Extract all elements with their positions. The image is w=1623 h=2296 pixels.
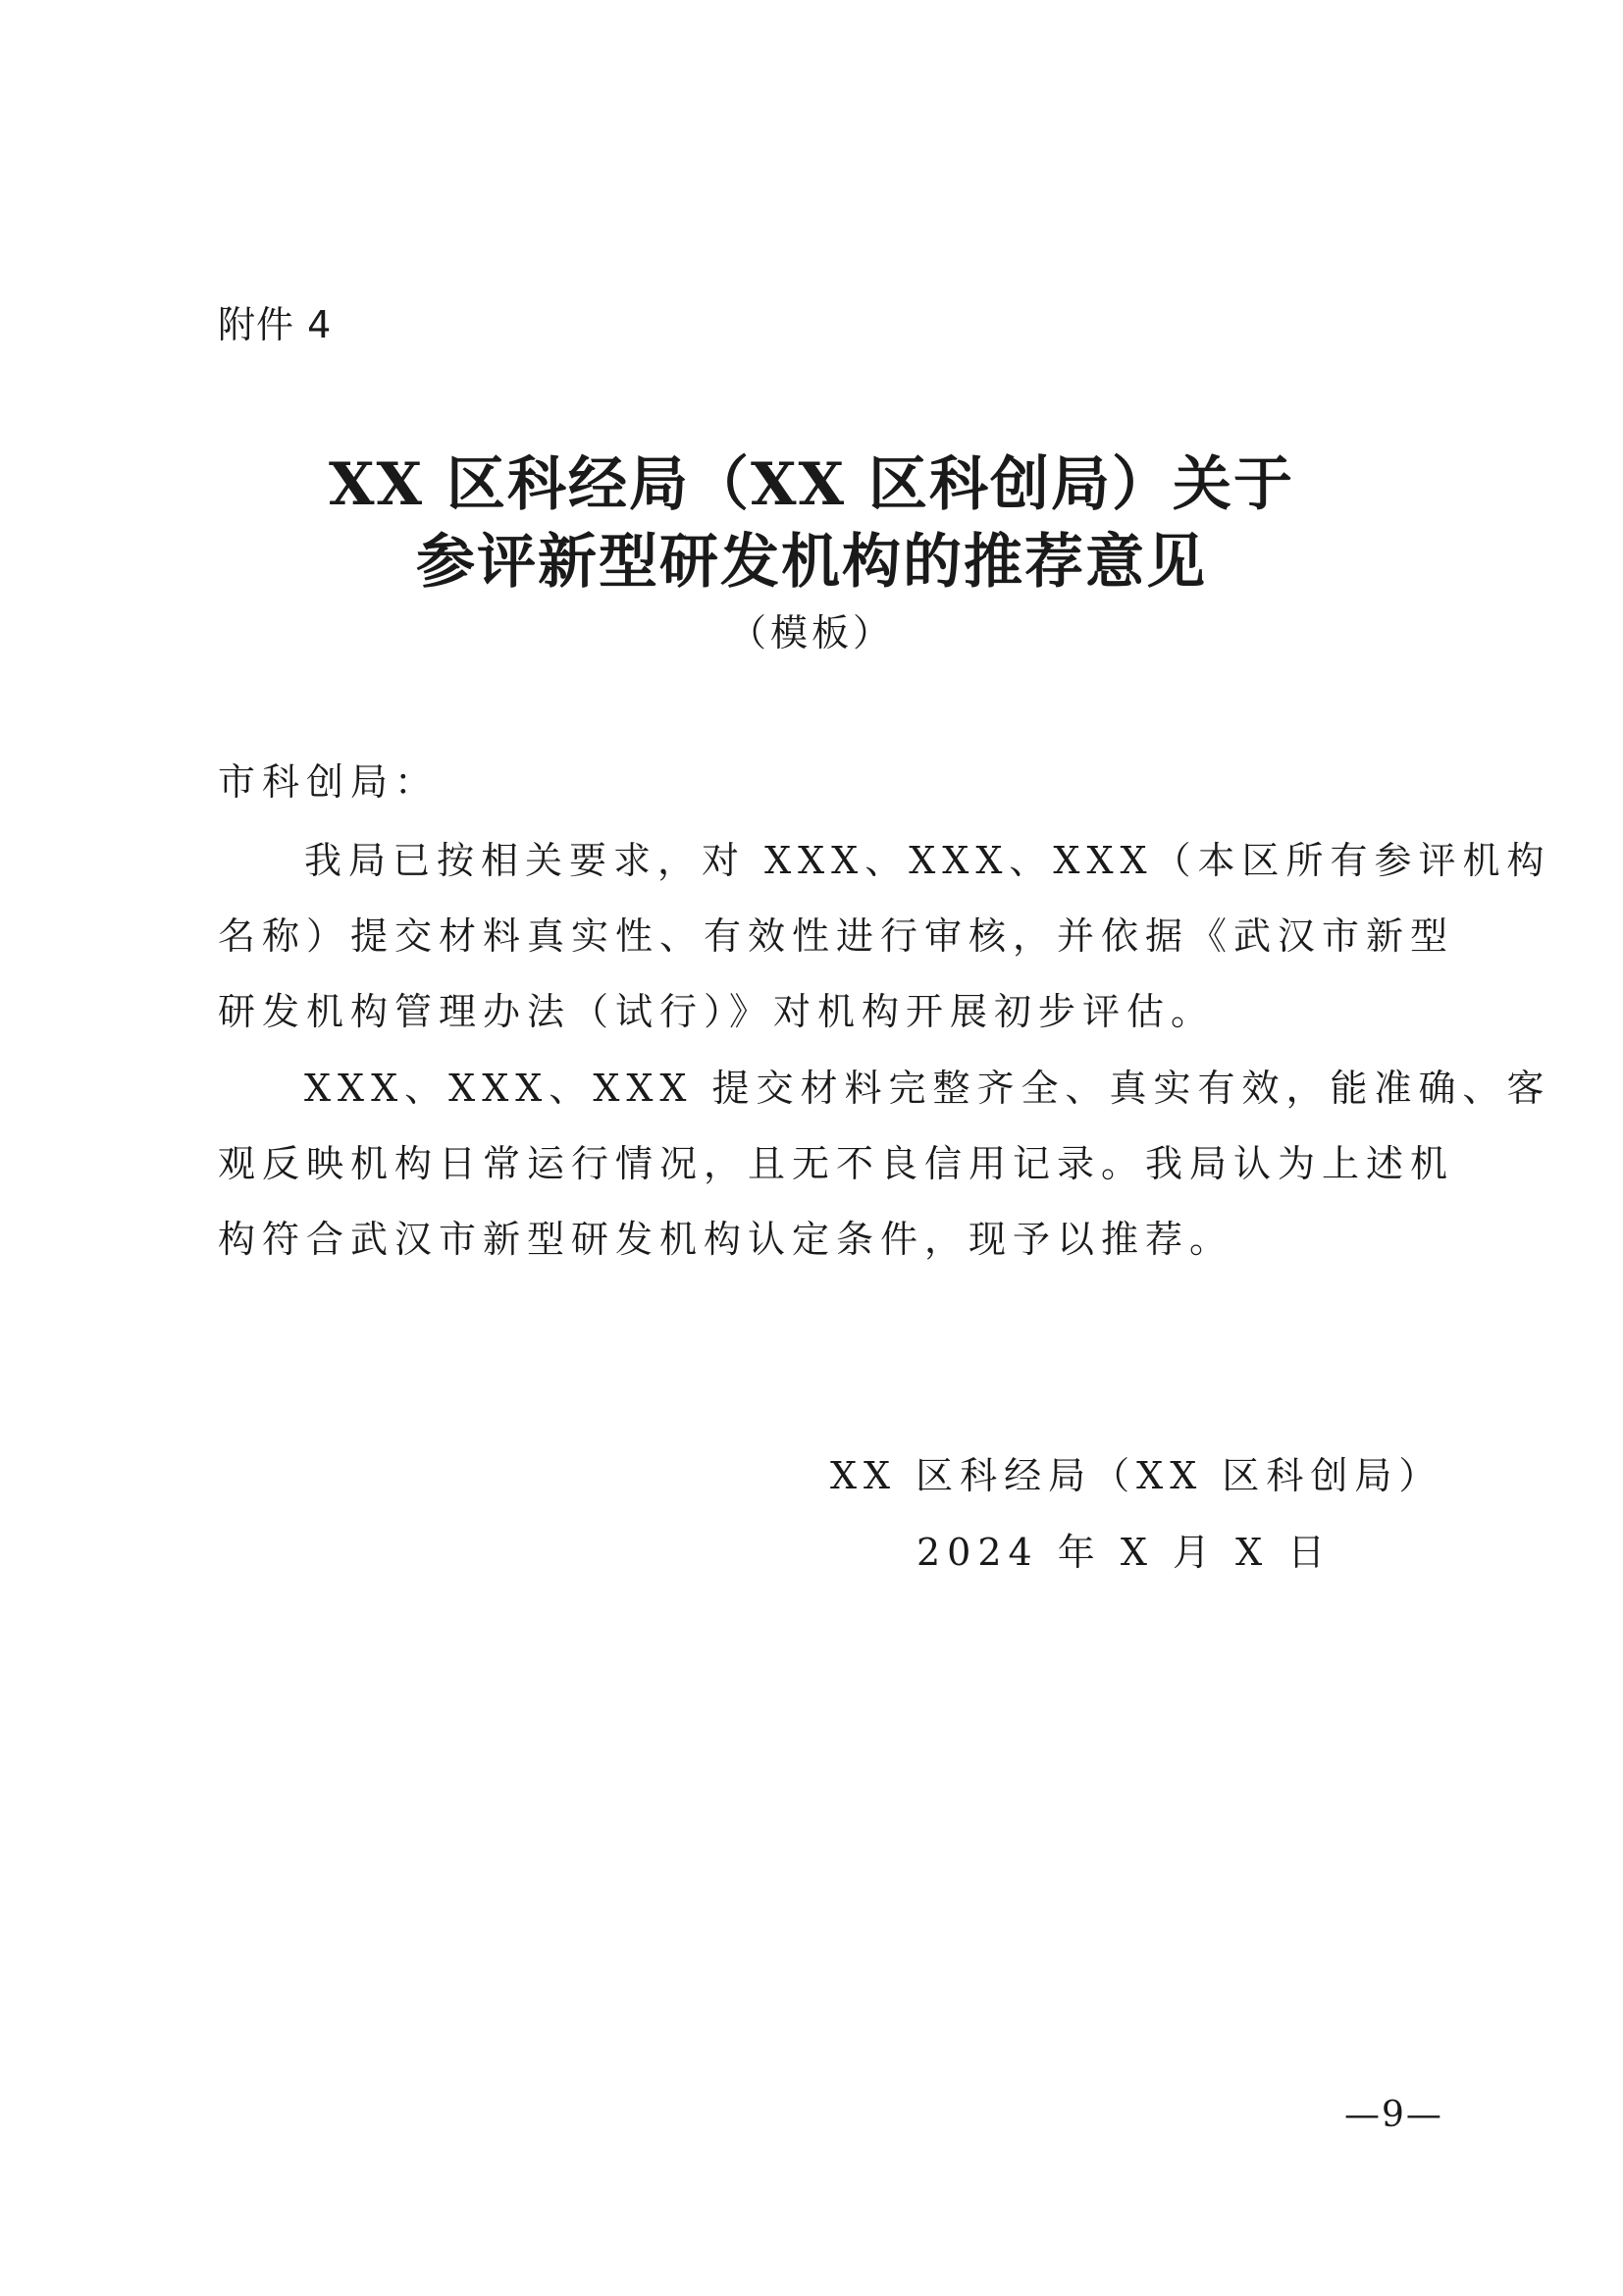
document-title-line-1: XX 区科经局（XX 区科创局）关于 — [329, 450, 1294, 519]
attachment-label: 附件 4 — [218, 303, 333, 346]
paragraph-1-line-3: 研发机构管理办法（试行）》对机构开展初步评估。 — [218, 990, 1216, 1033]
paragraph-2-line-3: 构符合武汉市新型研发机构认定条件，现予以推荐。 — [218, 1218, 1234, 1261]
document-subtitle: （模板） — [728, 611, 894, 654]
page-number: —9— — [1344, 2095, 1443, 2135]
document-title-line-2: 参评新型研发机构的推荐意见 — [416, 528, 1207, 597]
salutation: 市科创局： — [218, 760, 440, 804]
paragraph-1-line-2: 名称）提交材料真实性、有效性进行审核，并依据《武汉市新型 — [218, 914, 1455, 958]
signature-date: 2024 年 X 月 X 日 — [916, 1531, 1333, 1574]
paragraph-1-line-1: 我局已按相关要求，对 XXX、XXX、XXX（本区所有参评机构 — [304, 839, 1551, 882]
paragraph-2-line-2: 观反映机构日常运行情况，且无不良信用记录。我局认为上述机 — [218, 1142, 1455, 1185]
paragraph-2-line-1: XXX、XXX、XXX 提交材料完整齐全、真实有效，能准确、客 — [304, 1067, 1551, 1110]
signature-organization: XX 区科经局（XX 区科创局） — [830, 1454, 1443, 1497]
